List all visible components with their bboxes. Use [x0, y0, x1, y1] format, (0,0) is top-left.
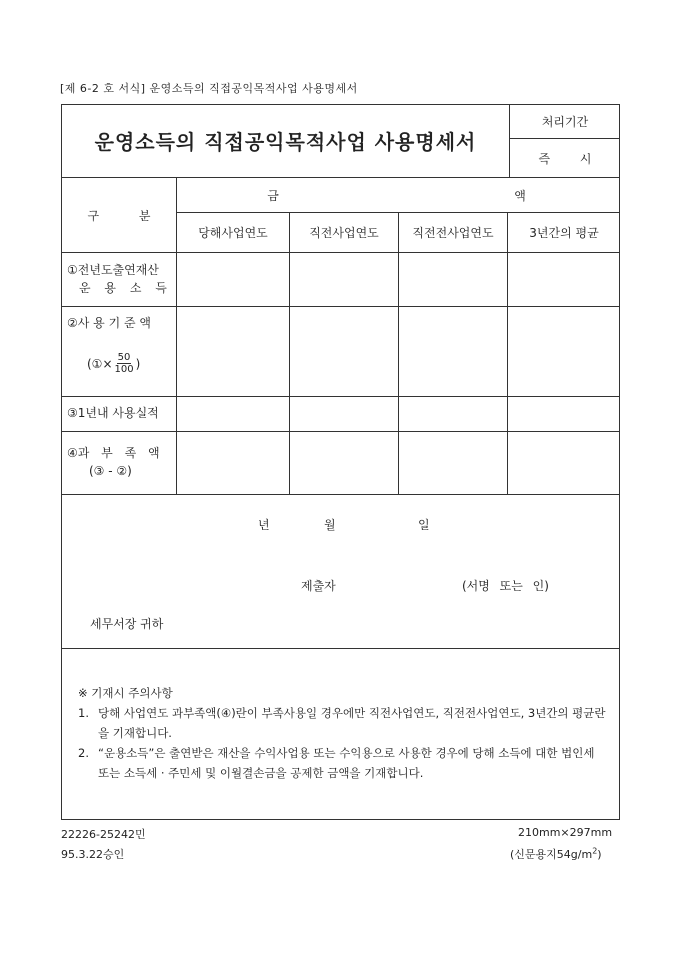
paper-spec-suffix: ) — [597, 848, 602, 861]
col-rule-3 — [398, 212, 399, 494]
note-item-1 — [78, 703, 608, 743]
rule-row4-top — [61, 431, 620, 432]
row2-formula-suffix: ) — [135, 356, 141, 371]
form-code: 22226-25242민 — [61, 828, 146, 841]
date-day-label: 일 — [418, 518, 430, 532]
note-2-text: “운용소득”은 출연받은 재산을 수익사업용 또는 수익용으로 사용한 경우에 당해 소득에 대한 법인세 또는 소득세 · 주민세 및 이월결손금을 공제한 금액을 기재합니다. — [98, 746, 595, 780]
row2-line1: ②사 용 기 준 액 — [67, 316, 151, 330]
row2-formula — [67, 352, 171, 375]
row-label-usage-standard — [67, 314, 171, 375]
row-label-one-year-usage — [67, 404, 175, 422]
submitter-label: 제출자 — [301, 579, 336, 593]
fraction-denominator: 100 — [114, 364, 134, 375]
row-label-investment-income — [67, 261, 171, 297]
fraction — [115, 352, 134, 375]
row4-line2: (③ - ②) — [89, 464, 132, 478]
form-title: 운영소득의 직접공익목적사업 사용명세서 — [94, 130, 477, 154]
approval-date: 95.3.22승인 — [61, 848, 125, 861]
rule-table-bottom — [61, 494, 620, 495]
rule-row2-top — [61, 306, 620, 307]
paper-size: 210mm×297mm — [518, 826, 613, 839]
amount-header-part1: 금 — [267, 188, 279, 203]
category-header: 구 분 — [87, 208, 151, 223]
note-item-2 — [78, 743, 608, 783]
rule-row3-top — [61, 396, 620, 397]
row4-line1: ④과 부 족 액 — [67, 446, 160, 460]
column-header-current-year: 당해사업연도 — [198, 226, 268, 240]
processing-period-label: 처리기간 — [541, 114, 589, 129]
note-2-number: 2. — [78, 746, 89, 760]
row3-line1: ③1년내 사용실적 — [67, 406, 159, 420]
signature-label: (서명 또는 인) — [462, 579, 549, 593]
rule-row1-top — [61, 252, 620, 253]
col-rule-2 — [289, 212, 290, 494]
paper-spec — [510, 846, 602, 862]
note-1-text: 당해 사업연도 과부족액(④)란이 부족사용일 경우에만 직전사업연도, 직전전사업연도, 3년간의 평균란을 기재합니다. — [98, 706, 606, 740]
date-line — [258, 516, 438, 533]
addressee: 세무서장 귀하 — [90, 617, 164, 631]
column-header-three-year-average: 3년간의 평균 — [529, 226, 599, 240]
note-1-number: 1. — [78, 706, 89, 720]
date-year-label: 년 — [258, 518, 270, 532]
rule-notes-top — [61, 648, 620, 649]
date-month-label: 월 — [324, 518, 336, 532]
processing-period-value: 즉 시 — [538, 151, 592, 166]
col-rule-4 — [507, 212, 508, 494]
notes-section — [78, 683, 608, 783]
row1-line2: 운 용 소 득 — [79, 281, 167, 295]
row2-formula-prefix: (①× — [87, 356, 113, 371]
form-number-label: [제 6-2 호 서식] 운영소득의 직접공익목적사업 사용명세서 — [60, 82, 358, 95]
row-label-surplus-deficit — [67, 444, 171, 480]
paper-spec-superscript: 2 — [592, 846, 598, 856]
column-header-two-years-prior: 직전전사업연도 — [412, 226, 494, 240]
row1-line1: ①전년도출연재산 — [67, 263, 159, 277]
amount-header-part2: 액 — [514, 188, 526, 203]
fraction-numerator: 50 — [117, 352, 131, 363]
paper-spec-prefix: (신문용지54g/m — [510, 848, 593, 861]
notes-heading: ※ 기재시 주의사항 — [78, 686, 173, 700]
column-header-prior-year: 직전사업연도 — [309, 226, 379, 240]
